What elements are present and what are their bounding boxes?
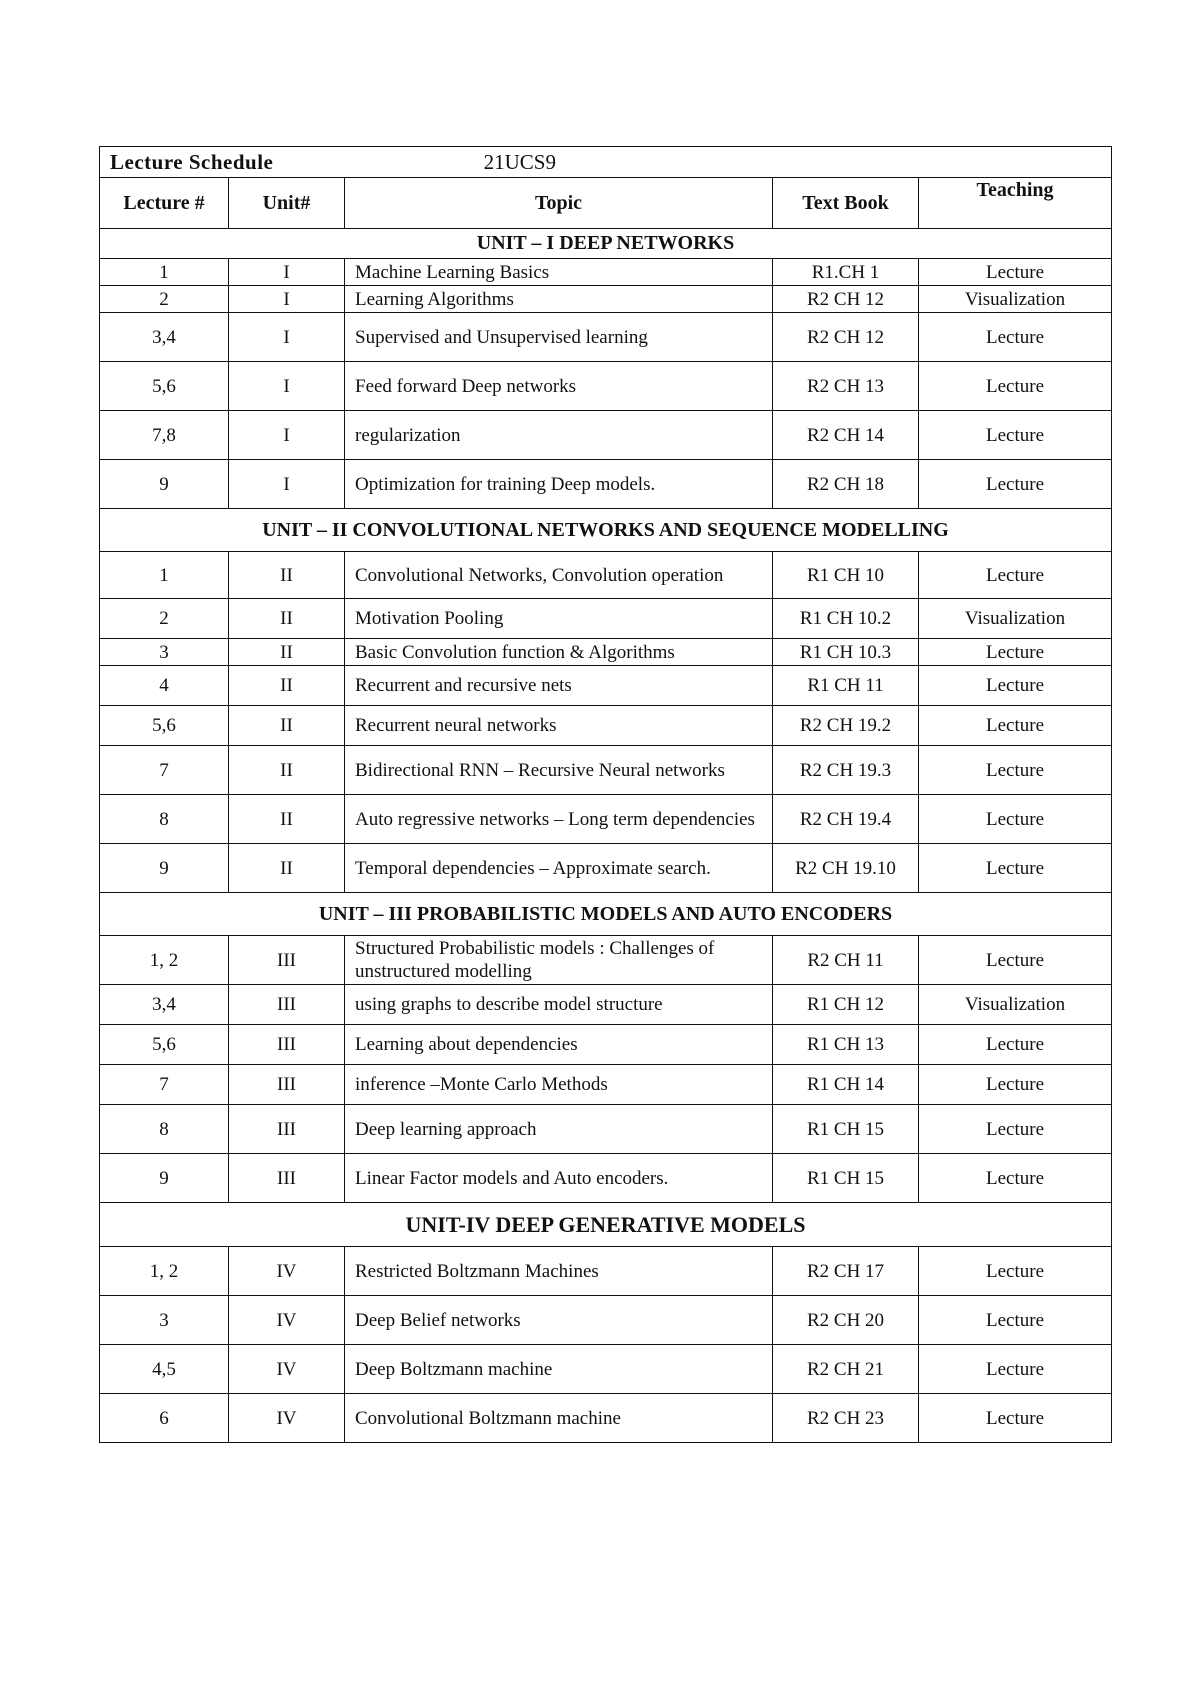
topic-cell: using graphs to describe model structure — [345, 985, 773, 1025]
topic-cell: Recurrent and recursive nets — [345, 666, 773, 706]
lecture-number: 3,4 — [100, 985, 229, 1025]
teaching-method: Lecture — [919, 552, 1112, 599]
textbook-ref: R1 CH 12 — [773, 985, 919, 1025]
lecture-number: 1 — [100, 259, 229, 286]
lecture-number: 2 — [100, 286, 229, 313]
textbook-ref: R1 CH 15 — [773, 1154, 919, 1203]
textbook-ref: R2 CH 18 — [773, 460, 919, 509]
unit-number: II — [229, 599, 345, 639]
teaching-method: Lecture — [919, 1105, 1112, 1154]
textbook-ref: R1 CH 11 — [773, 666, 919, 706]
unit-number: III — [229, 1105, 345, 1154]
textbook-ref: R2 CH 19.4 — [773, 795, 919, 844]
textbook-ref: R2 CH 21 — [773, 1345, 919, 1394]
topic-cell: Motivation Pooling — [345, 599, 773, 639]
textbook-ref: R1 CH 10.3 — [773, 639, 919, 666]
unit-number: III — [229, 1025, 345, 1065]
textbook-ref: R2 CH 19.10 — [773, 844, 919, 893]
unit-heading-row — [100, 509, 1112, 552]
textbook-ref: R2 CH 20 — [773, 1296, 919, 1345]
lecture-number: 9 — [100, 460, 229, 509]
teaching-method: Lecture — [919, 706, 1112, 746]
table-row — [100, 1105, 1112, 1154]
lecture-number: 2 — [100, 599, 229, 639]
textbook-ref: R2 CH 19.2 — [773, 706, 919, 746]
title-row — [100, 147, 1112, 178]
unit-number: I — [229, 259, 345, 286]
lecture-number: 4,5 — [100, 1345, 229, 1394]
teaching-method: Lecture — [919, 1394, 1112, 1443]
table-row — [100, 362, 1112, 411]
table-row — [100, 639, 1112, 666]
table-row — [100, 666, 1112, 706]
textbook-ref: R2 CH 12 — [773, 313, 919, 362]
textbook-ref: R1.CH 1 — [773, 259, 919, 286]
unit-heading: UNIT – I DEEP NETWORKS — [100, 229, 1112, 259]
lecture-number: 8 — [100, 795, 229, 844]
header-textbook: Text Book — [773, 178, 919, 229]
table-row — [100, 1345, 1112, 1394]
lecture-number: 1, 2 — [100, 1247, 229, 1296]
topic-cell: Convolutional Networks, Convolution operation — [345, 552, 773, 599]
teaching-method: Lecture — [919, 259, 1112, 286]
teaching-method: Lecture — [919, 313, 1112, 362]
textbook-ref: R2 CH 17 — [773, 1247, 919, 1296]
unit-number: II — [229, 706, 345, 746]
lecture-number: 3 — [100, 1296, 229, 1345]
table-row — [100, 259, 1112, 286]
textbook-ref: R2 CH 13 — [773, 362, 919, 411]
table-row — [100, 1025, 1112, 1065]
teaching-method: Lecture — [919, 795, 1112, 844]
unit-number: II — [229, 795, 345, 844]
unit-number: IV — [229, 1394, 345, 1443]
unit-number: I — [229, 313, 345, 362]
topic-cell: Learning about dependencies — [345, 1025, 773, 1065]
header-row — [100, 178, 1112, 229]
course-code: 21UCS9 — [483, 149, 556, 174]
table-row — [100, 1247, 1112, 1296]
table-row — [100, 1394, 1112, 1443]
unit-number: III — [229, 985, 345, 1025]
lecture-number: 7 — [100, 746, 229, 795]
teaching-method: Lecture — [919, 1025, 1112, 1065]
topic-cell: Feed forward Deep networks — [345, 362, 773, 411]
topic-cell: Linear Factor models and Auto encoders. — [345, 1154, 773, 1203]
teaching-method: Lecture — [919, 844, 1112, 893]
teaching-method: Visualization — [919, 286, 1112, 313]
table-row — [100, 746, 1112, 795]
textbook-ref: R1 CH 13 — [773, 1025, 919, 1065]
table-row — [100, 552, 1112, 599]
lecture-number: 5,6 — [100, 706, 229, 746]
unit-heading: UNIT – II CONVOLUTIONAL NETWORKS AND SEQUENCE MODELLING — [100, 509, 1112, 552]
unit-number: III — [229, 1065, 345, 1105]
lecture-number: 7,8 — [100, 411, 229, 460]
teaching-method: Lecture — [919, 362, 1112, 411]
textbook-ref: R1 CH 15 — [773, 1105, 919, 1154]
table-row — [100, 286, 1112, 313]
teaching-method: Lecture — [919, 460, 1112, 509]
unit-number: IV — [229, 1247, 345, 1296]
lecture-number: 7 — [100, 1065, 229, 1105]
table-row — [100, 985, 1112, 1025]
teaching-method: Lecture — [919, 411, 1112, 460]
textbook-ref: R1 CH 10 — [773, 552, 919, 599]
table-row — [100, 936, 1112, 985]
teaching-method: Lecture — [919, 1345, 1112, 1394]
textbook-ref: R2 CH 11 — [773, 936, 919, 985]
lecture-schedule-table — [99, 146, 1112, 1443]
unit-number: II — [229, 666, 345, 706]
unit-number: IV — [229, 1296, 345, 1345]
teaching-method: Lecture — [919, 639, 1112, 666]
header-unit: Unit# — [229, 178, 345, 229]
topic-cell: Deep learning approach — [345, 1105, 773, 1154]
topic-cell: Deep Belief networks — [345, 1296, 773, 1345]
title-cell — [100, 147, 773, 178]
topic-cell: Machine Learning Basics — [345, 259, 773, 286]
table-row — [100, 1154, 1112, 1203]
lecture-number: 1, 2 — [100, 936, 229, 985]
textbook-ref: R2 CH 12 — [773, 286, 919, 313]
lecture-number: 6 — [100, 1394, 229, 1443]
textbook-ref: R1 CH 14 — [773, 1065, 919, 1105]
lecture-number: 3 — [100, 639, 229, 666]
topic-cell: Optimization for training Deep models. — [345, 460, 773, 509]
unit-number: I — [229, 286, 345, 313]
teaching-method: Lecture — [919, 746, 1112, 795]
topic-cell: Structured Probabilistic models : Challenges of unstructured modelling — [345, 936, 773, 985]
unit-heading: UNIT-IV DEEP GENERATIVE MODELS — [100, 1203, 1112, 1247]
unit-heading: UNIT – III PROBABILISTIC MODELS AND AUTO ENCODERS — [100, 893, 1112, 936]
table-row — [100, 844, 1112, 893]
table-row — [100, 460, 1112, 509]
teaching-method: Lecture — [919, 1065, 1112, 1105]
topic-cell: inference –Monte Carlo Methods — [345, 1065, 773, 1105]
textbook-ref: R2 CH 19.3 — [773, 746, 919, 795]
unit-heading-row — [100, 1203, 1112, 1247]
teaching-method: Lecture — [919, 1247, 1112, 1296]
teaching-method: Visualization — [919, 985, 1112, 1025]
topic-cell: regularization — [345, 411, 773, 460]
unit-number: III — [229, 1154, 345, 1203]
header-lecture: Lecture # — [100, 178, 229, 229]
schedule-title: Lecture Schedule — [110, 149, 274, 174]
table-row — [100, 1065, 1112, 1105]
topic-cell: Basic Convolution function & Algorithms — [345, 639, 773, 666]
table-row — [100, 706, 1112, 746]
unit-number: I — [229, 362, 345, 411]
table-row — [100, 411, 1112, 460]
teaching-method: Lecture — [919, 1154, 1112, 1203]
unit-number: II — [229, 844, 345, 893]
topic-cell: Auto regressive networks – Long term dependencies — [345, 795, 773, 844]
unit-number: II — [229, 746, 345, 795]
teaching-method: Lecture — [919, 936, 1112, 985]
topic-cell: Convolutional Boltzmann machine — [345, 1394, 773, 1443]
table-row — [100, 795, 1112, 844]
unit-heading-row — [100, 229, 1112, 259]
header-topic: Topic — [345, 178, 773, 229]
lecture-number: 8 — [100, 1105, 229, 1154]
lecture-number: 5,6 — [100, 362, 229, 411]
unit-number: I — [229, 411, 345, 460]
topic-cell: Temporal dependencies – Approximate search. — [345, 844, 773, 893]
topic-cell: Learning Algorithms — [345, 286, 773, 313]
textbook-ref: R2 CH 14 — [773, 411, 919, 460]
table-row — [100, 599, 1112, 639]
textbook-ref: R2 CH 23 — [773, 1394, 919, 1443]
header-teaching: Teaching — [919, 178, 1112, 229]
lecture-number: 3,4 — [100, 313, 229, 362]
title-cell-blank — [773, 147, 1112, 178]
unit-number: II — [229, 552, 345, 599]
unit-number: I — [229, 460, 345, 509]
unit-number: III — [229, 936, 345, 985]
teaching-method: Lecture — [919, 666, 1112, 706]
topic-cell: Restricted Boltzmann Machines — [345, 1247, 773, 1296]
topic-cell: Supervised and Unsupervised learning — [345, 313, 773, 362]
unit-heading-row — [100, 893, 1112, 936]
lecture-number: 9 — [100, 1154, 229, 1203]
unit-number: IV — [229, 1345, 345, 1394]
textbook-ref: R1 CH 10.2 — [773, 599, 919, 639]
teaching-method: Visualization — [919, 599, 1112, 639]
lecture-number: 5,6 — [100, 1025, 229, 1065]
table-row — [100, 1296, 1112, 1345]
table-row — [100, 313, 1112, 362]
teaching-method: Lecture — [919, 1296, 1112, 1345]
lecture-number: 9 — [100, 844, 229, 893]
lecture-number: 1 — [100, 552, 229, 599]
topic-cell: Recurrent neural networks — [345, 706, 773, 746]
topic-cell: Deep Boltzmann machine — [345, 1345, 773, 1394]
topic-cell: Bidirectional RNN – Recursive Neural networks — [345, 746, 773, 795]
lecture-number: 4 — [100, 666, 229, 706]
unit-number: II — [229, 639, 345, 666]
